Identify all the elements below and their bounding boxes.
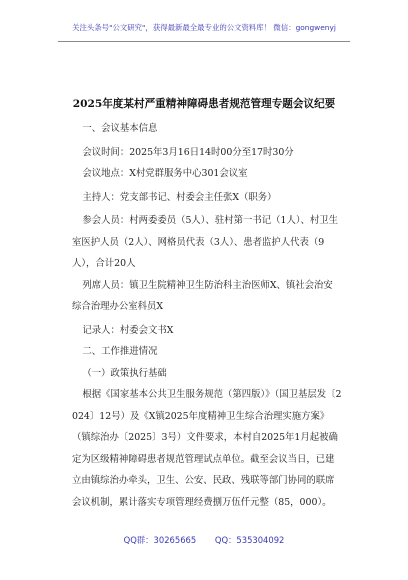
section-heading-meeting-info: 一、会议基本信息 bbox=[82, 123, 158, 134]
footer-qq: QQ：535304092 bbox=[214, 535, 285, 545]
meeting-location: 会议地点：X村党群服务中心301会议室 bbox=[82, 168, 248, 179]
footer-contact bbox=[0, 534, 408, 546]
policy-paragraph: 根据《国家基本公共卫生服务规范（第四版）》（国卫基层发〔2024〕12号）及《X镇2025年度精神卫生综合治理实施方案》（镇综治办〔2025〕3号）文件要求，本村自2025年1月起被确定为区级精神障碍患者规范管理试点单位。截至会议当日，已建立由镇综治办牵头，卫生、公安、民政、残联等部门协同的联席会议机制，累计落实专项管理经费捌万伍仟元整（85，000）。 bbox=[72, 389, 342, 508]
footer-qq-group: QQ群：30265665 bbox=[123, 535, 197, 545]
meeting-observers: 列席人员：镇卫生院精神卫生防治科主治医师X、镇社会治安综合治理办公室科员X bbox=[72, 279, 333, 312]
header-divider bbox=[58, 41, 350, 42]
meeting-recorder: 记录人：村委会文书X bbox=[82, 324, 174, 336]
subsection-heading-policy: （一）政策执行基础 bbox=[82, 367, 167, 379]
document-body bbox=[72, 118, 342, 513]
document-title: 2025年度某村严重精神障碍患者规范管理专题会议纪要 bbox=[72, 98, 336, 110]
meeting-attendees: 参会人员：村两委委员（5人）、驻村第一书记（1人）、村卫生室医护人员（2人）、网格员代表（3人）、患者监护人代表（9人），合计20人 bbox=[72, 215, 338, 269]
meeting-host: 主持人：党支部书记、村委会主任张X（职务） bbox=[82, 191, 277, 203]
header-banner: 关注头条号"公文研究"，获得最新最全最专业的公文资料库！ 微信：gongwenyj bbox=[72, 23, 336, 32]
section-heading-progress: 二、工作推进情况 bbox=[82, 346, 158, 357]
meeting-time: 会议时间：2025年3月16日14时00分至17时30分 bbox=[82, 146, 294, 158]
